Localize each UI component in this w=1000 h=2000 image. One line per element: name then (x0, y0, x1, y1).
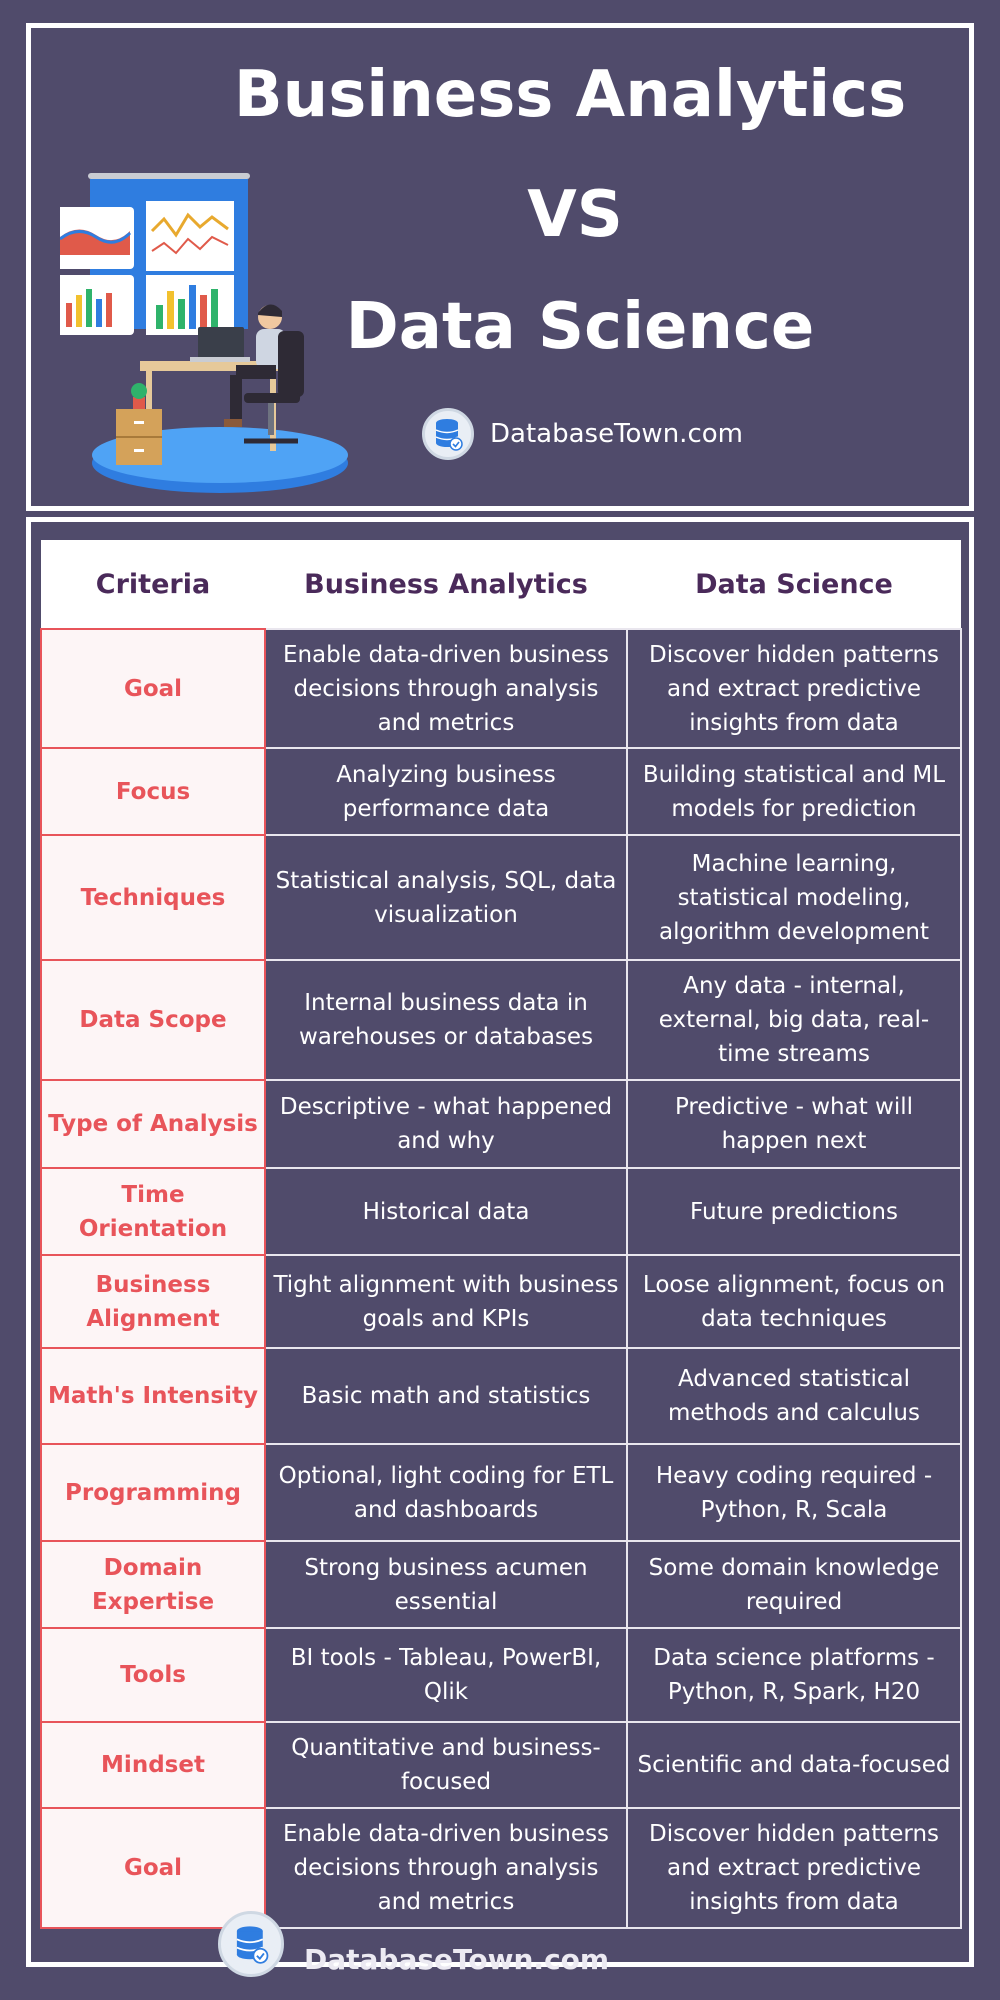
criteria-cell: Programming (41, 1444, 265, 1541)
data-science-cell: Discover hidden patterns and extract predictive insights from data (627, 629, 961, 748)
criteria-cell: Mindset (41, 1722, 265, 1808)
table-row (41, 748, 961, 835)
table-row (41, 835, 961, 960)
criteria-cell: Focus (41, 748, 265, 835)
table-row (41, 629, 961, 748)
criteria-cell: Business Alignment (41, 1255, 265, 1348)
data-science-cell: Discover hidden patterns and extract predictive insights from data (627, 1808, 961, 1928)
business-analytics-cell: Optional, light coding for ETL and dashboards (265, 1444, 627, 1541)
business-analytics-cell: Analyzing business performance data (265, 748, 627, 835)
table-row (41, 1628, 961, 1722)
database-logo-icon (422, 408, 474, 460)
business-analytics-cell: Quantitative and business-focused (265, 1722, 627, 1808)
table-row (41, 1541, 961, 1628)
business-analytics-cell: Strong business acumen essential (265, 1541, 627, 1628)
table-row (41, 1255, 961, 1348)
data-science-cell: Scientific and data-focused (627, 1722, 961, 1808)
table-header-row (41, 540, 961, 629)
table-row (41, 960, 961, 1080)
data-science-cell: Building statistical and ML models for prediction (627, 748, 961, 835)
data-science-cell: Advanced statistical methods and calculus (627, 1348, 961, 1444)
data-science-cell: Some domain knowledge required (627, 1541, 961, 1628)
criteria-cell: Time Orientation (41, 1168, 265, 1255)
criteria-cell: Data Scope (41, 960, 265, 1080)
criteria-cell: Tools (41, 1628, 265, 1722)
business-analytics-cell: BI tools - Tableau, PowerBI, Qlik (265, 1628, 627, 1722)
footer-brand (218, 1909, 609, 1979)
data-science-cell: Any data - internal, external, big data, real-time streams (627, 960, 961, 1080)
business-analytics-cell: Enable data-driven business decisions through analysis and metrics (265, 629, 627, 748)
data-science-cell: Heavy coding required - Python, R, Scala (627, 1444, 961, 1541)
criteria-cell: Math's Intensity (41, 1348, 265, 1444)
criteria-cell: Goal (41, 629, 265, 748)
criteria-cell: Techniques (41, 835, 265, 960)
title-line-1: Business Analytics (233, 58, 907, 132)
data-science-cell: Loose alignment, focus on data techniques (627, 1255, 961, 1348)
data-science-cell: Future predictions (627, 1168, 961, 1255)
table-row (41, 1080, 961, 1168)
business-analytics-cell: Enable data-driven business decisions through analysis and metrics (265, 1808, 627, 1928)
brand-name: DatabaseTown.com (490, 419, 743, 449)
business-analytics-cell: Historical data (265, 1168, 627, 1255)
criteria-cell: Domain Expertise (41, 1541, 265, 1628)
data-science-cell: Data science platforms - Python, R, Spark, H20 (627, 1628, 961, 1722)
criteria-cell: Goal (41, 1808, 265, 1928)
title-line-3: Data Science (345, 290, 815, 364)
footer-brand-name: DatabaseTown.com (304, 1942, 610, 1976)
business-analytics-cell: Tight alignment with business goals and KPIs (265, 1255, 627, 1348)
column-header-criteria: Criteria (41, 540, 265, 629)
brand (422, 406, 743, 462)
comparison-table (40, 540, 962, 1929)
data-science-cell: Machine learning, statistical modeling, algorithm development (627, 835, 961, 960)
data-science-cell: Predictive - what will happen next (627, 1080, 961, 1168)
table-row (41, 1444, 961, 1541)
business-analytics-cell: Descriptive - what happened and why (265, 1080, 627, 1168)
database-logo-icon (218, 1911, 284, 1977)
column-header-business-analytics: Business Analytics (265, 540, 627, 629)
business-analytics-cell: Statistical analysis, SQL, data visualization (265, 835, 627, 960)
business-analytics-cell: Internal business data in warehouses or databases (265, 960, 627, 1080)
table-row (41, 1168, 961, 1255)
table-row (41, 1348, 961, 1444)
criteria-cell: Type of Analysis (41, 1080, 265, 1168)
table-row (41, 1722, 961, 1808)
title-vs: VS (527, 178, 623, 252)
business-analytics-cell: Basic math and statistics (265, 1348, 627, 1444)
column-header-data-science: Data Science (627, 540, 961, 629)
